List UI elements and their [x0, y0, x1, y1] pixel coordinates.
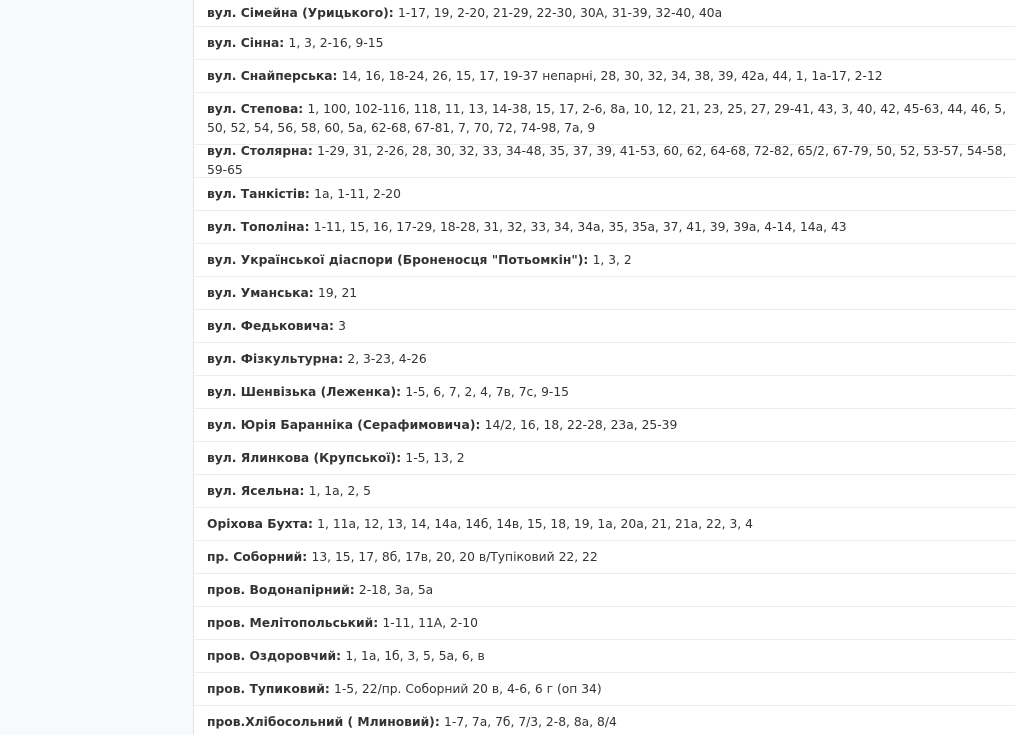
list-item: вул. Української діаспори (Броненосця "Потьомкін"): 1, 3, 2 [195, 244, 1015, 277]
house-numbers: 2, 3-23, 4-26 [347, 351, 427, 366]
house-numbers: 1-5, 6, 7, 2, 4, 7в, 7с, 9-15 [405, 384, 570, 399]
list-item: вул. Степова: 1, 100, 102-116, 118, 11, 13, 14-38, 15, 17, 2-6, 8а, 10, 12, 21, 23, 25, 27, 29-41, 43, 3, 40, 42, 45-63, 44, 46, 5, 50, 52, 54, 56, 58, 60, 5а, 62-68, 67-81, 7, 70, 72, 74-98, 7а, 9 [195, 93, 1015, 145]
house-numbers: 14/2, 16, 18, 22-28, 23а, 25-39 [484, 417, 678, 432]
list-item: Оріхова Бухта: 1, 11а, 12, 13, 14, 14а, 14б, 14в, 15, 18, 19, 1а, 20а, 21, 21а, 22, 3, 4 [195, 508, 1015, 541]
street-name: вул. Фізкультурна [207, 351, 339, 366]
street-name: пров. Мелітопольський [207, 615, 374, 630]
street-name: вул. Федьковича [207, 318, 329, 333]
list-item: вул. Сімейна (Урицького): 1-17, 19, 2-20, 21-29, 22-30, 30А, 31-39, 32-40, 40а [195, 0, 1015, 27]
house-numbers: 1а, 1-11, 2-20 [314, 186, 401, 201]
street-name: вул. Ясельна [207, 483, 300, 498]
street-name: вул. Танкістів [207, 186, 305, 201]
left-sidebar [0, 0, 194, 735]
street-name: вул. Столярна [207, 144, 308, 158]
list-item: вул. Уманська: 19, 21 [195, 277, 1015, 310]
list-item: пров. Мелітопольський: 1-11, 11А, 2-10 [195, 607, 1015, 640]
street-name: вул. Української діаспори (Броненосця "Потьомкін") [207, 252, 584, 267]
list-item: пров. Тупиковий: 1-5, 22/пр. Соборний 20 в, 4-6, 6 г (оп 34) [195, 673, 1015, 706]
house-numbers: 1-17, 19, 2-20, 21-29, 22-30, 30А, 31-39, 32-40, 40а [397, 5, 723, 20]
street-name: вул. Снайперська [207, 68, 333, 83]
street-name: пров. Оздоровчий [207, 648, 337, 663]
list-item: вул. Тополіна: 1-11, 15, 16, 17-29, 18-28, 31, 32, 33, 34, 34а, 35, 35а, 37, 41, 39, 39а, 4-14, 14а, 43 [195, 211, 1015, 244]
street-list [195, 0, 1015, 735]
list-item: вул. Танкістів: 1а, 1-11, 2-20 [195, 178, 1015, 211]
house-numbers: 1, 3, 2 [592, 252, 632, 267]
list-item: вул. Федьковича: 3 [195, 310, 1015, 343]
street-name: вул. Ялинкова (Крупської) [207, 450, 397, 465]
list-item: пров. Водонапірний: 2-18, 3а, 5а [195, 574, 1015, 607]
street-name: вул. Сімейна (Урицького) [207, 5, 389, 20]
house-numbers: 1, 100, 102-116, 118, 11, 13, 14-38, 15, 17, 2-6, 8а, 10, 12, 21, 23, 25, 27, 29-41, 43, 3, 40, 42, 45-63, 44, 46, 5, 50, 52, 54, 56, 58, 60, 5а, 62-68, 67-81, 7, 70, 72, 74-98, 7а, 9 [207, 101, 1006, 135]
street-name: пров. Тупиковий [207, 681, 325, 696]
street-name: вул. Тополіна [207, 219, 305, 234]
list-item: вул. Столярна: 1-29, 31, 2-26, 28, 30, 32, 33, 34-48, 35, 37, 39, 41-53, 60, 62, 64-68, 72-82, 65/2, 67-79, 50, 52, 53-57, 54-58, 59-65 [195, 145, 1015, 178]
street-name: вул. Шенвізька (Леженка) [207, 384, 397, 399]
house-numbers: 13, 15, 17, 8б, 17в, 20, 20 в/Тупіковий 22, 22 [311, 549, 598, 564]
street-name: вул. Уманська [207, 285, 309, 300]
house-numbers: 1-11, 11А, 2-10 [382, 615, 478, 630]
house-numbers: 1, 1а, 2, 5 [308, 483, 371, 498]
house-numbers: 19, 21 [318, 285, 358, 300]
house-numbers: 3 [338, 318, 346, 333]
house-numbers: 1, 3, 2-16, 9-15 [288, 35, 384, 50]
street-list-content [195, 0, 1015, 735]
list-item: вул. Сінна: 1, 3, 2-16, 9-15 [195, 27, 1015, 60]
list-item: пров.Хлібосольний ( Млиновий): 1-7, 7а, 7б, 7/3, 2-8, 8а, 8/4 [195, 706, 1015, 735]
street-name: вул. Юрія Баранніка (Серафимовича) [207, 417, 476, 432]
street-name: пров.Хлібосольний ( Млиновий) [207, 714, 435, 729]
house-numbers: 1, 1а, 1б, 3, 5, 5а, 6, в [345, 648, 485, 663]
list-item: вул. Юрія Баранніка (Серафимовича): 14/2, 16, 18, 22-28, 23а, 25-39 [195, 409, 1015, 442]
house-numbers: 1-11, 15, 16, 17-29, 18-28, 31, 32, 33, 34, 34а, 35, 35а, 37, 41, 39, 39а, 4-14, 14а, 43 [313, 219, 847, 234]
house-numbers: 1-7, 7а, 7б, 7/3, 2-8, 8а, 8/4 [444, 714, 617, 729]
street-name: Оріхова Бухта [207, 516, 308, 531]
list-item: вул. Ялинкова (Крупської): 1-5, 13, 2 [195, 442, 1015, 475]
list-item: вул. Снайперська: 14, 16, 18-24, 26, 15, 17, 19-37 непарні, 28, 30, 32, 34, 38, 39, 42а, 44, 1, 1а-17, 2-12 [195, 60, 1015, 93]
list-item: пров. Оздоровчий: 1, 1а, 1б, 3, 5, 5а, 6, в [195, 640, 1015, 673]
list-item: пр. Соборний: 13, 15, 17, 8б, 17в, 20, 20 в/Тупіковий 22, 22 [195, 541, 1015, 574]
list-item: вул. Фізкультурна: 2, 3-23, 4-26 [195, 343, 1015, 376]
street-name: пр. Соборний [207, 549, 303, 564]
house-numbers: 1, 11а, 12, 13, 14, 14а, 14б, 14в, 15, 18, 19, 1а, 20а, 21, 21а, 22, 3, 4 [317, 516, 753, 531]
list-item: вул. Ясельна: 1, 1а, 2, 5 [195, 475, 1015, 508]
house-numbers: 1-29, 31, 2-26, 28, 30, 32, 33, 34-48, 35, 37, 39, 41-53, 60, 62, 64-68, 72-82, 65/2, 67-79, 50, 52, 53-57, 54-58, 59-65 [207, 144, 1007, 177]
house-numbers: 1-5, 13, 2 [405, 450, 465, 465]
house-numbers: 14, 16, 18-24, 26, 15, 17, 19-37 непарні, 28, 30, 32, 34, 38, 39, 42а, 44, 1, 1а-17, 2-12 [341, 68, 883, 83]
house-numbers: 1-5, 22/пр. Соборний 20 в, 4-6, 6 г (оп 34) [334, 681, 602, 696]
list-item: вул. Шенвізька (Леженка): 1-5, 6, 7, 2, 4, 7в, 7с, 9-15 [195, 376, 1015, 409]
street-name: вул. Сінна [207, 35, 280, 50]
house-numbers: 2-18, 3а, 5а [358, 582, 434, 597]
street-name: вул. Степова [207, 101, 299, 116]
street-name: пров. Водонапірний [207, 582, 350, 597]
